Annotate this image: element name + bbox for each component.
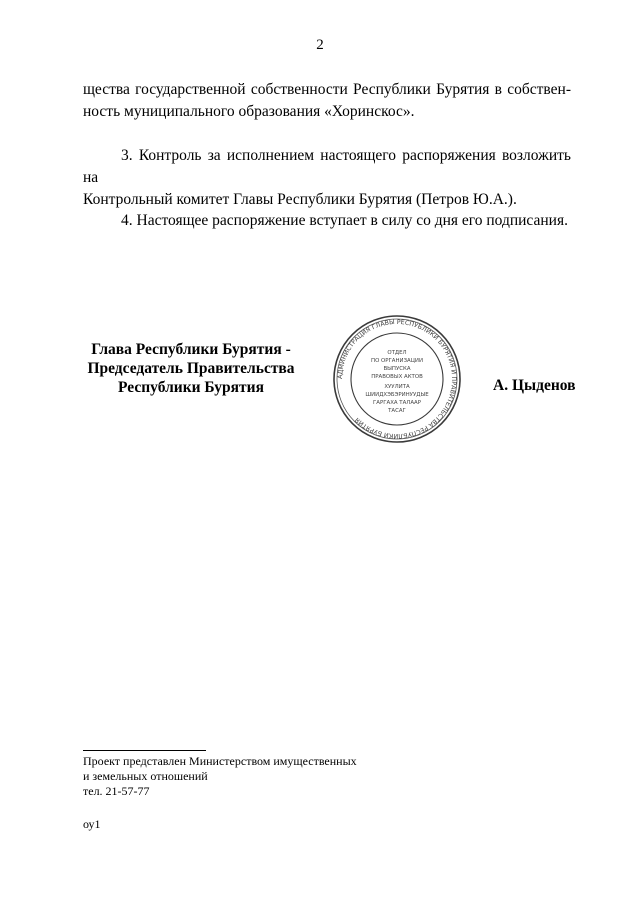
paragraph-line: щества государственной собственности Республики Бурятия в собствен- [83, 81, 571, 98]
seal-inner-text: ПРАВОВЫХ АКТОВ [371, 374, 423, 380]
paragraph-effective-clause: 4. Настоящее распоряжение вступает в силу со дня его подписания. [121, 212, 568, 229]
seal-ring-text: АДМИНИСТРАЦИЯ ГЛАВЫ РЕСПУБЛИКИ БУРЯТИЯ И ПРАВИТЕЛЬСТВА РЕСПУБЛИКИ БУРЯТИЯ [336, 318, 458, 440]
seal-inner-text: ПО ОРГАНИЗАЦИИ [371, 358, 423, 364]
signatory-position [80, 340, 302, 397]
seal-inner-text: ВЫПУСКА [383, 366, 411, 372]
footnote-line: Проект представлен Министерством имущественных [83, 754, 357, 768]
page-number: 2 [316, 37, 324, 53]
signatory-position-line: Глава Республики Бурятия - [91, 341, 291, 358]
paragraph-control-clause [83, 145, 571, 211]
signatory-position-line: Председатель Правительства [87, 360, 295, 377]
seal-inner-text: ОТДЕЛ [387, 350, 407, 356]
seal-inner-text: ХУУЛИТА [384, 384, 410, 390]
seal-inner-text: ШИИДХЭБЭРИНУУДЫЕ [365, 392, 429, 398]
footnote-divider [83, 750, 206, 751]
paragraph-line: 3. Контроль за исполнением настоящего распоряжения возложить на [83, 147, 571, 186]
paragraph-line: ность муниципального образования «Хоринскос». [83, 103, 415, 120]
paragraph-line: Контрольный комитет Главы Республики Бурятия (Петров Ю.А.). [83, 191, 517, 208]
footnote-line: и земельных отношений [83, 769, 208, 783]
document-code: оу1 [83, 817, 101, 831]
signatory-position-line: Республики Бурятия [118, 379, 264, 396]
seal-inner-text: ТАСАГ [388, 408, 406, 414]
seal-inner-text: ГАРГАХА ТАЛААР [373, 400, 421, 406]
footnote [83, 754, 357, 799]
paragraph-property-transfer [83, 79, 571, 123]
signatory-name: А. Цыденов [493, 377, 576, 394]
footnote-line: тел. 21-57-77 [83, 784, 150, 798]
official-seal-stamp [332, 314, 462, 444]
